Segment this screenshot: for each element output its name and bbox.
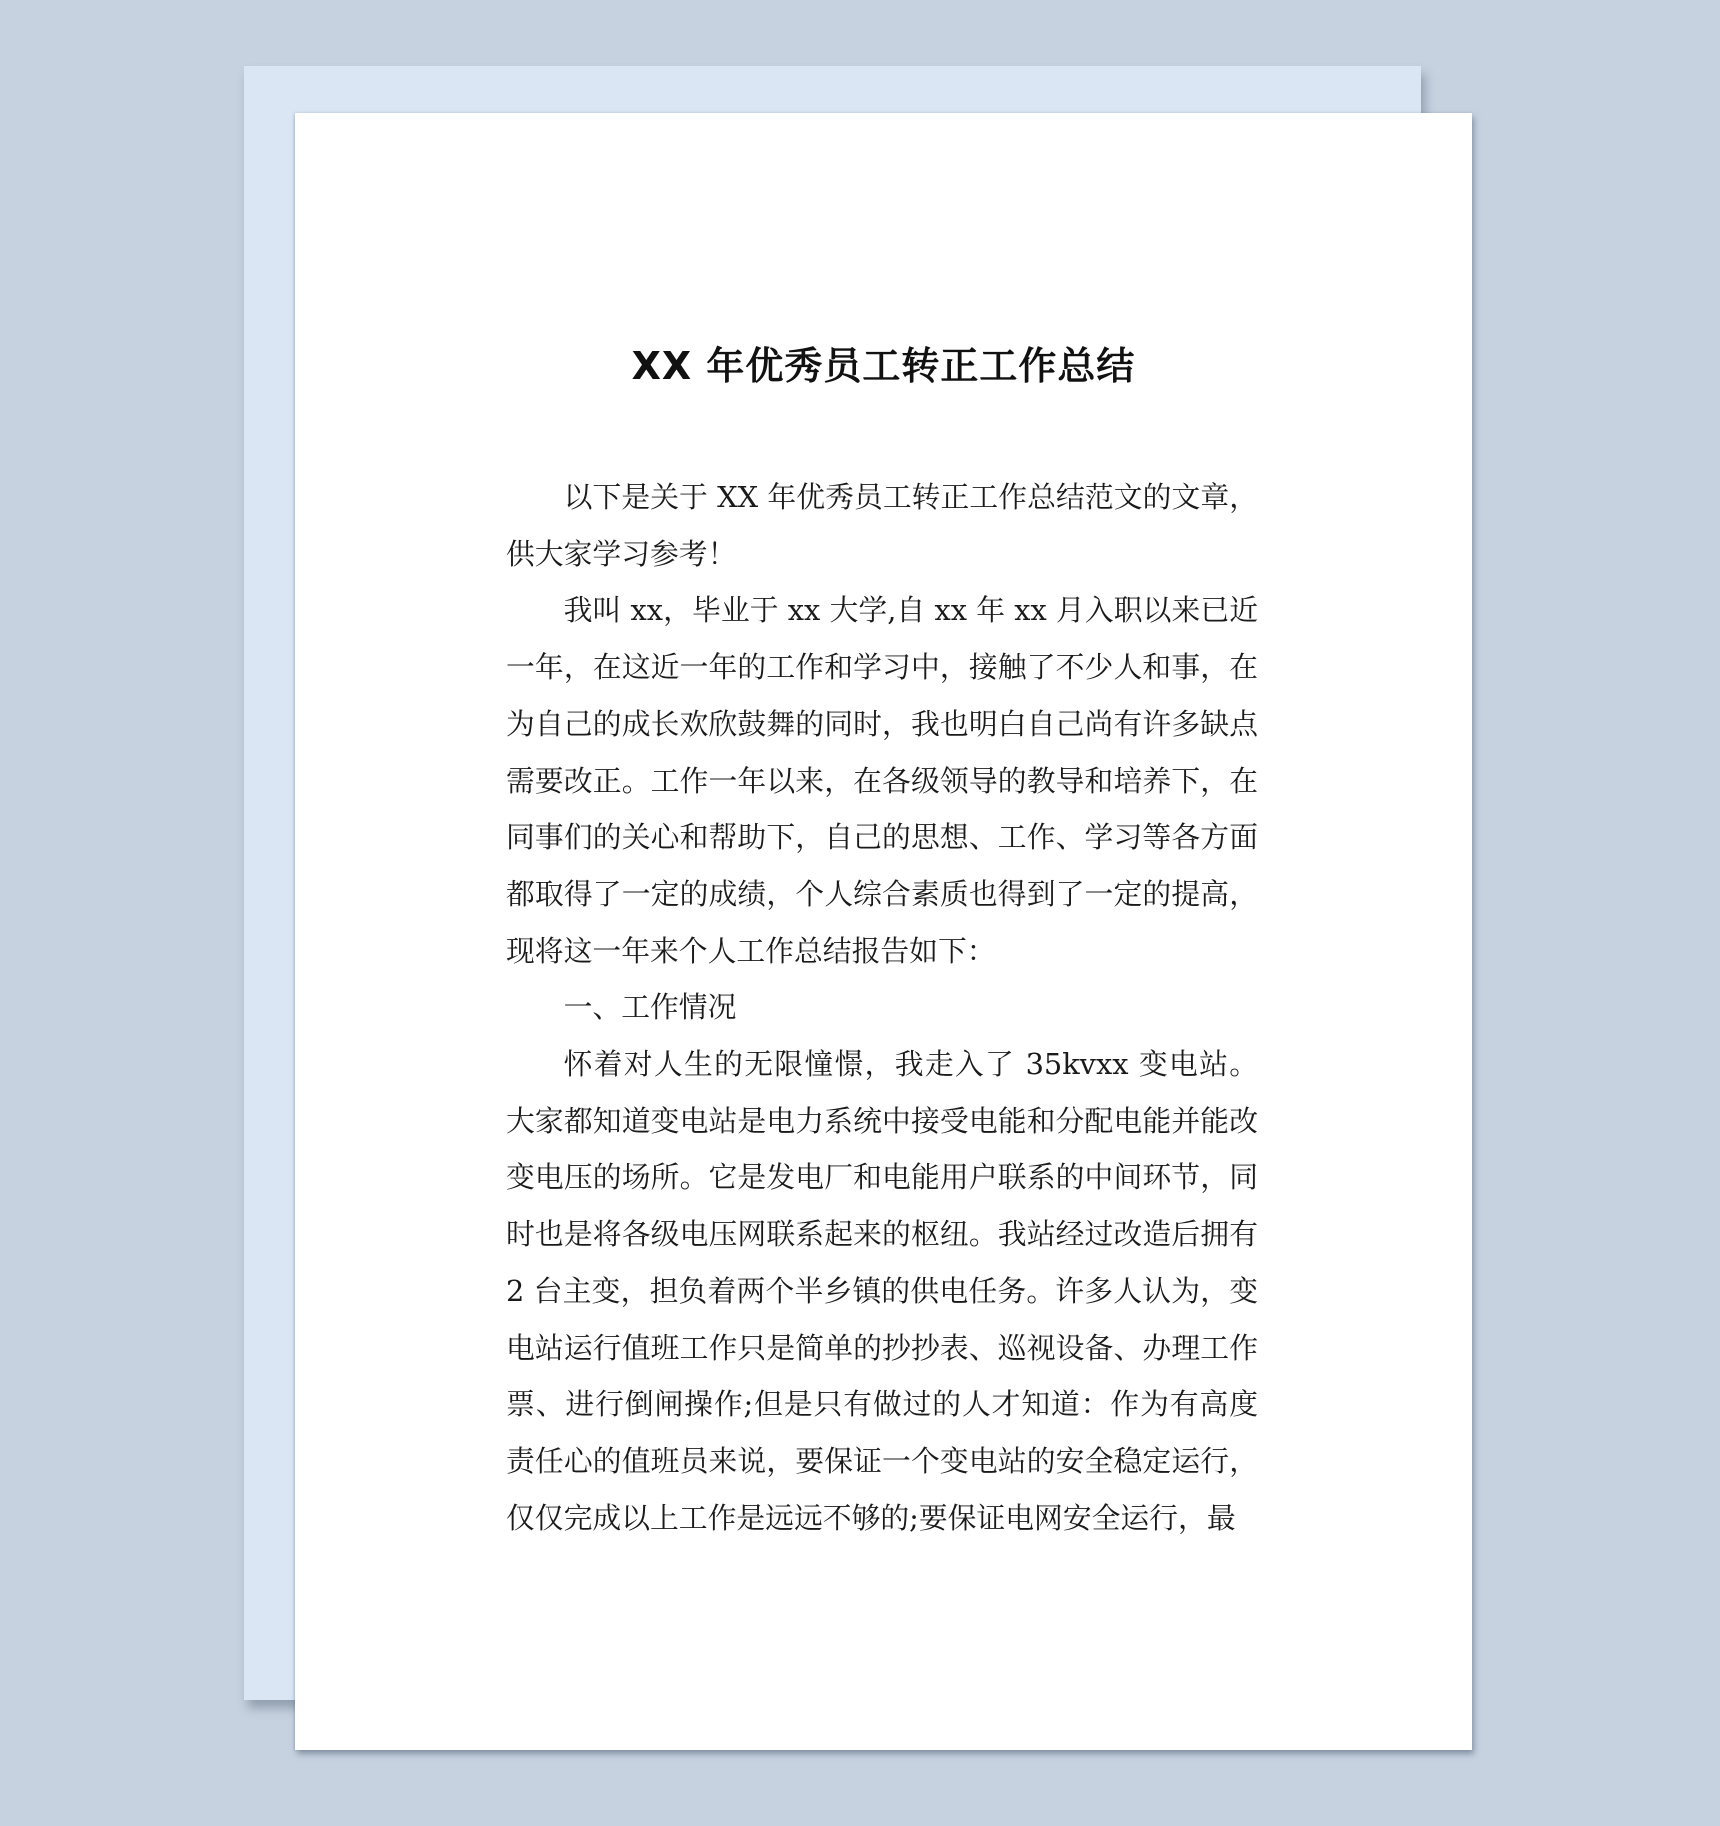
paragraph-work-description: 怀着对人生的无限憧憬，我走入了 35kvxx 变电站。大家都知道变电站是电力系统中接受电能和分配电能并能改变电压的场所。它是发电厂和电能用户联系的中间环节，同时也是将各级电压网联系起来的枢纽。我站经过改造后拥有 2 台主变，担负着两个半乡镇的供电任务。许多人认为，变电站运行值班工作只是简单的抄抄表、巡视设备、办理工作票、进行倒闸操作;但是只有做过的人才知道：作为有高度责任心的值班员来说，要保证一个变电站的安全稳定运行，仅仅完成以上工作是远远不够的;要保证电网安全运行，最 <box>506 1047 1258 1535</box>
document-page <box>295 113 1472 1750</box>
paragraph-intro: 以下是关于 XX 年优秀员工转正工作总结范文的文章，供大家学习参考！ <box>506 480 1258 571</box>
document-body <box>506 469 1258 1546</box>
paragraph-self-introduction: 我叫 xx，毕业于 xx 大学,自 xx 年 xx 月入职以来已近一年，在这近一年的工作和学习中，接触了不少人和事，在为自己的成长欢欣鼓舞的同时，我也明白自己尚有许多缺点需要改正。工作一年以来，在各级领导的教导和培养下，在同事们的关心和帮助下，自己的思想、工作、学习等各方面都取得了一定的成绩，个人综合素质也得到了一定的提高，现将这一年来个人工作总结报告如下： <box>506 593 1258 968</box>
section-heading-work-situation: 一、工作情况 <box>563 990 737 1025</box>
document-title: XX 年优秀员工转正工作总结 <box>631 344 1136 388</box>
